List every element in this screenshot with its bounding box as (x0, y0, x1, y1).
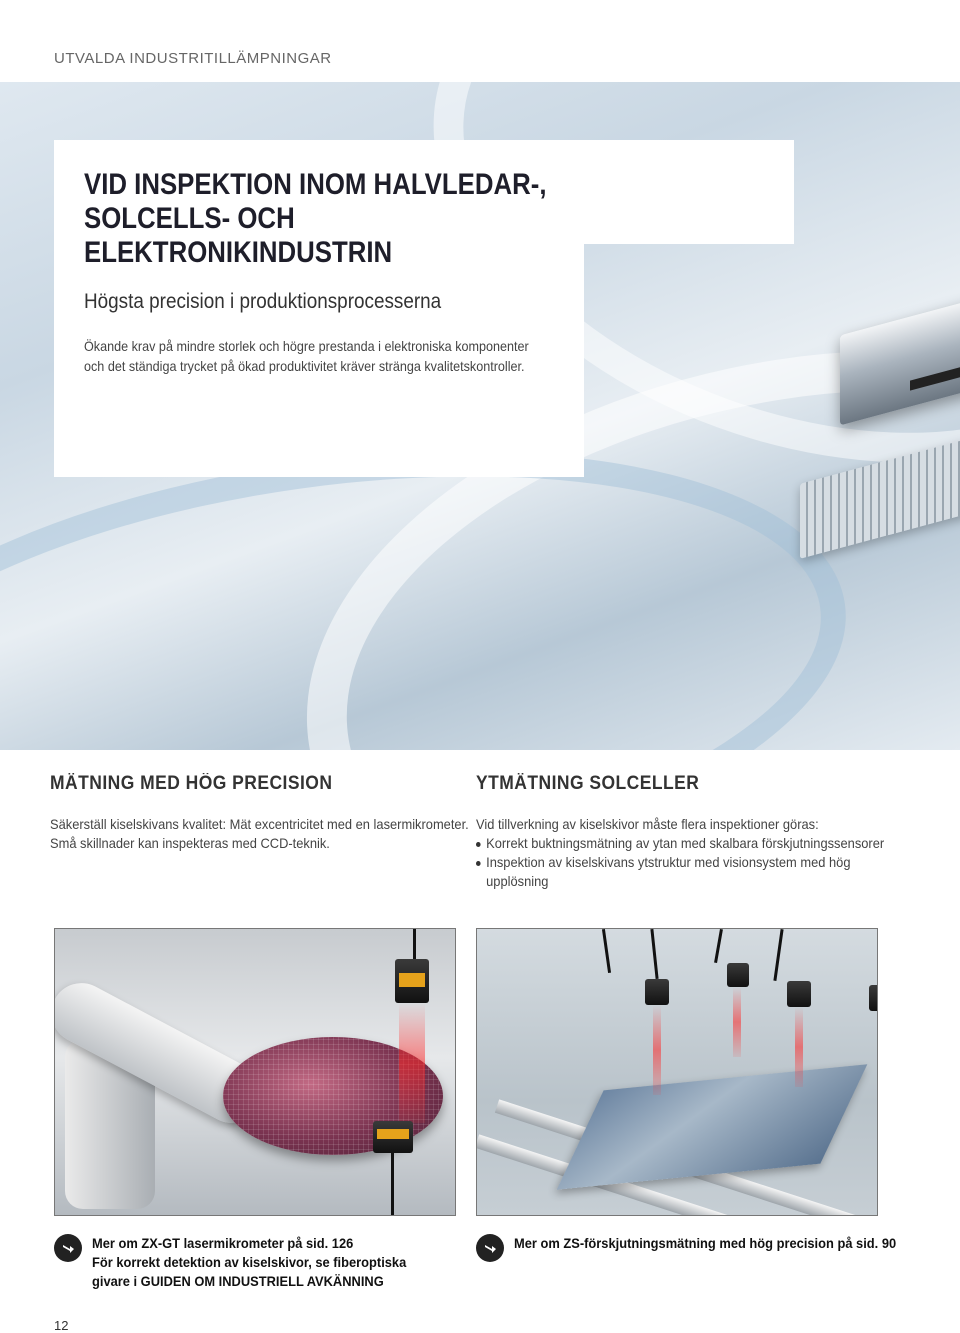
intro-line: Ökande krav på mindre storlek och högre prestanda i elektroniska komponenter (84, 338, 529, 354)
right-intro: Vid tillverkning av kiselskivor måste flera inspektioner göras: (476, 816, 819, 832)
left-section-text (50, 815, 482, 853)
laser-beam (653, 1005, 661, 1095)
link-line[interactable]: Mer om ZS-förskjutningsmätning med hög precision på sid. 90 (514, 1235, 897, 1251)
sensor-cable (391, 1153, 394, 1215)
displacement-sensor (645, 979, 669, 1005)
displacement-sensor (869, 985, 878, 1011)
intro-subtitle: Högsta precision i produktionsprocesserna (84, 290, 442, 313)
sensor-cable (413, 929, 416, 959)
laser-receiver-sensor (373, 1121, 413, 1153)
laser-emitter-sensor (395, 959, 429, 1003)
laser-micrometer-photo (54, 928, 456, 1216)
intro-paragraph (84, 336, 552, 376)
link-line[interactable]: givare i GUIDEN OM INDUSTRIELL AVKÄNNING (92, 1273, 384, 1289)
list-item-continuation: upplösning (486, 873, 549, 889)
sensor-cable (650, 929, 658, 979)
section-label: UTVALDA INDUSTRITILLÄMPNINGAR (54, 50, 332, 67)
sensor-cable (714, 929, 723, 963)
solar-wafer (557, 1064, 868, 1190)
right-section-heading: YTMÄTNING SOLCELLER (476, 773, 700, 794)
right-section-text (476, 815, 908, 891)
left-section-heading: MÄTNING MED HÖG PRECISION (50, 773, 333, 794)
left-link-text[interactable] (92, 1234, 406, 1291)
left-text-line: Säkerställ kiselskivans kvalitet: Mät excentricitet med en lasermikrometer. (50, 816, 469, 832)
link-line[interactable]: För korrekt detektion av kiselskivor, se fiberoptiska (92, 1254, 407, 1270)
page-number: 12 (54, 1318, 69, 1333)
left-text-line: Små skillnader kan inspekteras med CCD-teknik. (50, 835, 330, 851)
left-reference-link[interactable] (54, 1234, 474, 1291)
arrow-right-circle-icon (476, 1234, 504, 1262)
page-title (84, 168, 686, 270)
list-item: Inspektion av kiselskivans ytstruktur med visionsystem med hög (476, 853, 908, 872)
page-title-line: VID INSPEKTION INOM HALVLEDAR-, SOLCELLS- OCH (84, 168, 547, 235)
intro-line: och det ständiga trycket på ökad produktivitet kräver stränga kvalitetskontroller. (84, 358, 525, 374)
list-item: Korrekt buktningsmätning av ytan med skalbara förskjutningssensorer (476, 834, 908, 853)
arrow-right-circle-icon (54, 1234, 82, 1262)
link-line[interactable]: Mer om ZX-GT lasermikrometer på sid. 126 (92, 1235, 354, 1251)
laser-beam (795, 1007, 803, 1087)
solar-wafer-measurement-photo (476, 928, 878, 1216)
right-link-text[interactable] (514, 1234, 896, 1253)
displacement-sensor (787, 981, 811, 1007)
laser-beam (733, 987, 741, 1057)
sensor-cable (773, 929, 783, 981)
right-reference-link[interactable] (476, 1234, 936, 1262)
displacement-sensor (727, 963, 749, 987)
laser-beam (399, 1003, 425, 1123)
page-title-line: ELEKTRONIKINDUSTRIN (84, 236, 393, 269)
sensor-cable (602, 929, 611, 973)
laser-beam (877, 1011, 878, 1091)
inspection-list (476, 834, 908, 872)
